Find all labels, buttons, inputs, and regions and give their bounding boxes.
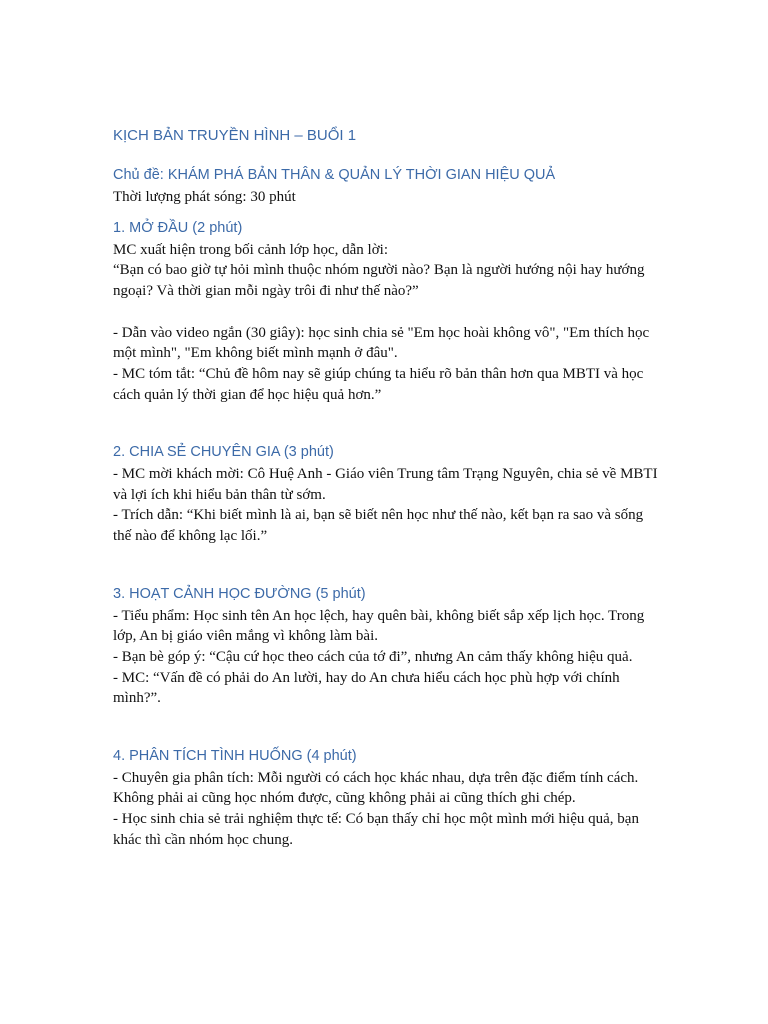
paragraph: - MC mời khách mời: Cô Huệ Anh - Giáo viên Trung tâm Trạng Nguyên, chia sẻ về MBTI và lợi ích khi hiểu bản thân từ sớm.: [113, 466, 658, 503]
section-heading-intro: 1. MỞ ĐẦU (2 phút): [113, 219, 243, 236]
section-heading-skit: 3. HOẠT CẢNH HỌC ĐƯỜNG (5 phút): [113, 585, 366, 602]
paragraph: - Tiểu phẩm: Học sinh tên An học lệch, hay quên bài, không biết sắp xếp lịch học. Trong lớp, An bị giáo viên mắng vì không làm bài.: [113, 607, 645, 645]
paragraph: - Dẫn vào video ngắn (30 giây): học sinh chia sẻ "Em học hoài không vô", "Em thích học một mình", "Em không biết mình mạnh ở đâu".: [113, 324, 650, 362]
document-page: [113, 124, 658, 851]
paragraph: “Bạn có bao giờ tự hỏi mình thuộc nhóm người nào? Bạn là người hướng nội hay hướng ngoại? Và thời gian mỗi ngày trôi đi như thế nào?”: [113, 262, 645, 300]
paragraph: - Chuyên gia phân tích: Mỗi người có cách học khác nhau, dựa trên đặc điểm tính cách. Không phải ai cũng học nhóm được, cũng không phải ai cũng thích ghi chép.: [113, 769, 639, 807]
section-heading-analysis: 4. PHÂN TÍCH TÌNH HUỐNG (4 phút): [113, 747, 357, 764]
document-title: KỊCH BẢN TRUYỀN HÌNH – BUỔI 1: [113, 127, 357, 144]
paragraph: MC xuất hiện trong bối cảnh lớp học, dẫn lời:: [113, 241, 388, 258]
blank-line: [113, 302, 658, 323]
paragraph: - Bạn bè góp ý: “Cậu cứ học theo cách của tớ đi”, nhưng An cảm thấy không hiệu quả.: [113, 648, 633, 665]
duration-line: Thời lượng phát sóng: 30 phút: [113, 189, 296, 205]
paragraph: - Học sinh chia sẻ trải nghiệm thực tế: Có bạn thấy chỉ học một mình mới hiệu quả, bạn khác thì cần nhóm học chung.: [113, 811, 639, 848]
section-heading-expert: 2. CHIA SẺ CHUYÊN GIA (3 phút): [113, 444, 334, 460]
topic-line: Chủ đề: KHÁM PHÁ BẢN THÂN & QUẢN LÝ THỜI GIAN HIỆU QUẢ: [113, 167, 556, 183]
paragraph: - MC tóm tắt: “Chủ đề hôm nay sẽ giúp chúng ta hiểu rõ bản thân hơn qua MBTI và học cách quản lý thời gian để học hiệu quả hơn.”: [113, 365, 644, 403]
paragraph: - Trích dẫn: “Khi biết mình là ai, bạn sẽ biết nên học như thế nào, kết bạn ra sao và sống thế nào để không lạc lối.”: [113, 507, 644, 545]
paragraph: - MC: “Vấn đề có phải do An lười, hay do An chưa hiểu cách học phù hợp với chính mình?”.: [113, 669, 620, 707]
